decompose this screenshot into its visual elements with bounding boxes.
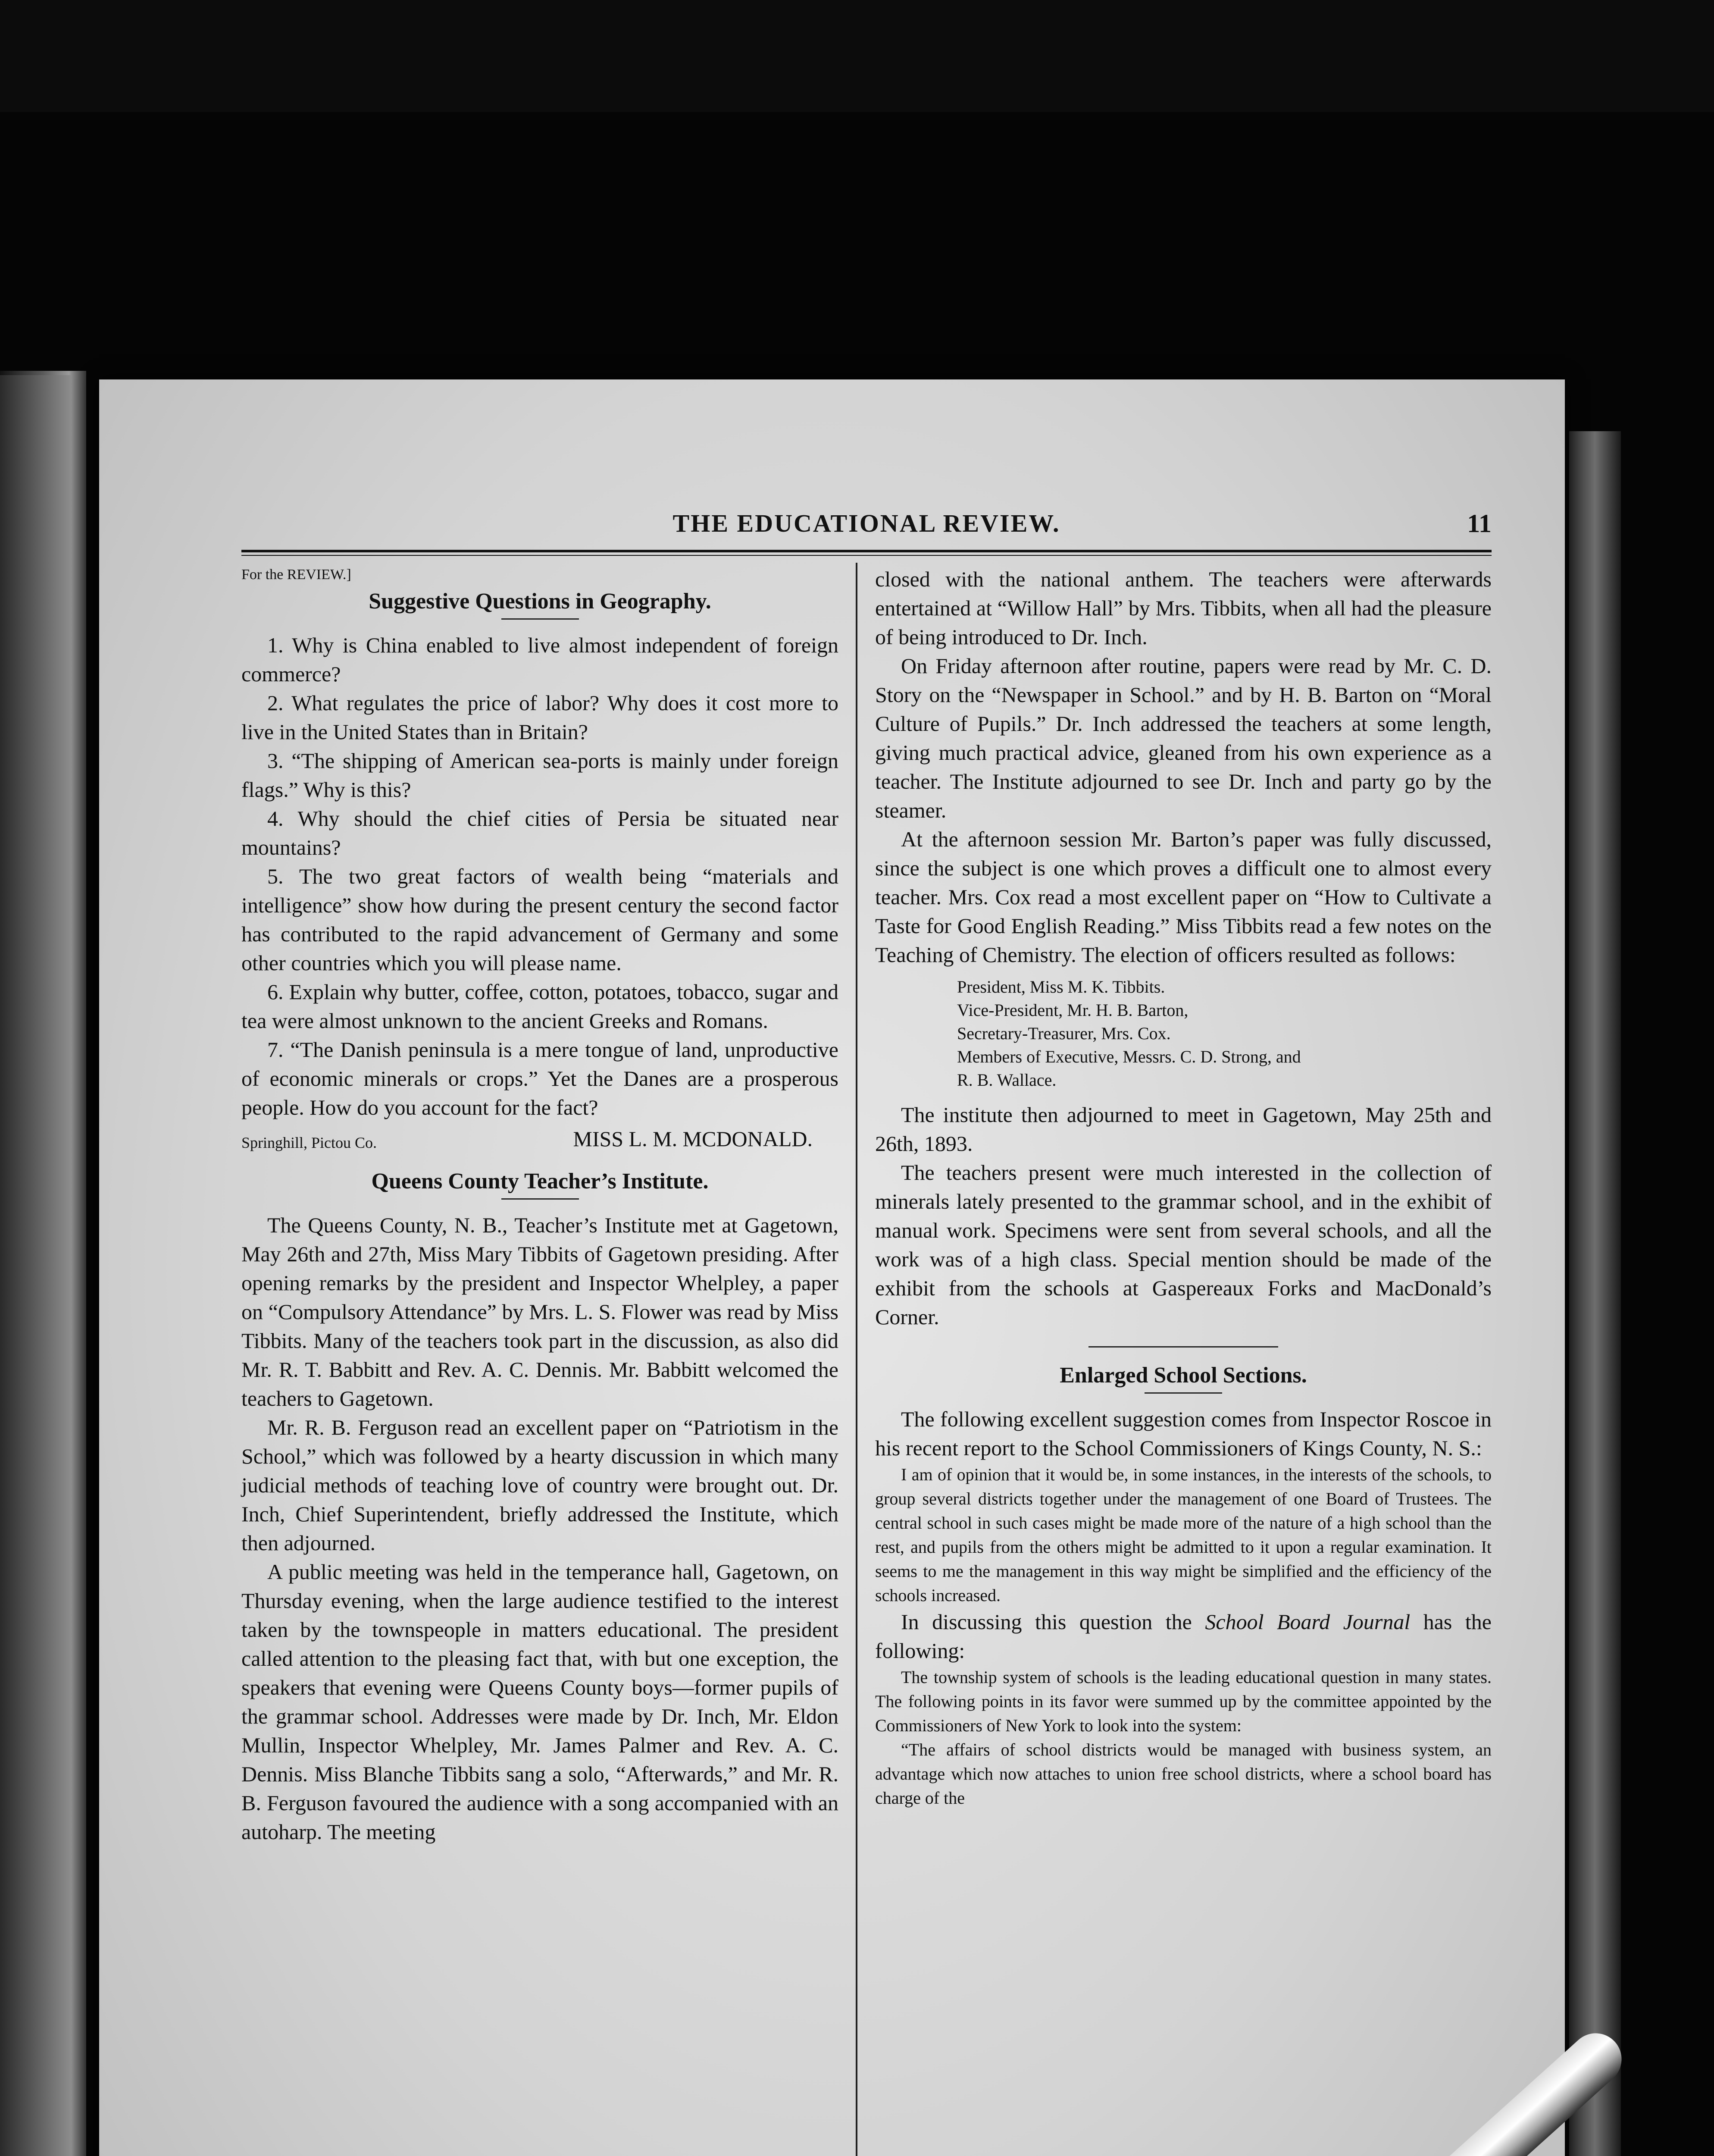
officer-line: Vice-President, Mr. H. B. Barton, [957,1000,1189,1020]
journal-title: School Board Journal [1205,1610,1411,1634]
institute-paragraph: A public meeting was held in the temperance hall, Gagetown, on Thursday evening, when the large audience testified to the interest taken by the townspeople in matters educational. The president called attention to the pleasing fact that, with but one exception, the speakers that evening were Queens County boys—former pupils of the grammar school. Addresses were made by Dr. Inch, Mr. Eldon Mullin, Inspector Whelpley, Mr. James Palmer and Rev. A. C. Dennis. Miss Blanche Tibbits sang a solo, “Afterwards,” and Mr. R. B. Ferguson favoured the audience with a song accompanied with an autoharp. The meeting [241,1560,838,1844]
quoted-journal: “The affairs of school districts would be managed with business system, an advantage which now attaches to union free school districts, where a school board has charge of the [875,1740,1492,1808]
heading-rule [501,618,579,620]
institute-heading: Queens County Teacher’s Institute. [371,1169,709,1194]
running-title: THE EDUCATIONAL REVIEW. [672,509,1060,537]
author-place: Springhill, Pictou Co. [241,1134,377,1151]
source-note: For the REVIEW.] [241,567,351,583]
page-header [241,509,1492,543]
body-paragraph: The teachers present were much interested in the collection of minerals lately presented to the grammar school, and in the exhibit of manual work. Specimens were sent from several schools, and all the work was of a high class. Special mention should be made of the exhibit from the schools at Gaspereaux Forks and MacDonald’s Corner. [875,1160,1492,1329]
body-paragraph: On Friday afternoon after routine, papers were read by Mr. C. D. Story on the “Newspaper in School.” and by H. B. Barton on “Moral Culture of Pupils.” Dr. Inch addressed the teachers at some length, giving much practical advice, gleaned from his own experience as a teacher. The Institute adjourned to see Dr. Inch and party go by the steamer. [875,654,1492,822]
institute-paragraph: Mr. R. B. Ferguson read an excellent paper on “Patriotism in the School,” which was followed by a hearty discussion in which many judicial methods of teaching love of country were brought out. Dr. Inch, Chief Superintendent, briefly addressed the Institute, which then adjourned. [241,1415,838,1555]
question-item: 6. Explain why butter, coffee, cotton, potatoes, tobacco, sugar and tea were almost unknown to the ancient Greeks and Romans. [241,980,838,1033]
question-item: 2. What regulates the price of labor? Why does it cost more to live in the United States than in Britain? [241,691,838,744]
discussing-text: In discussing this question the [901,1610,1205,1634]
page-number: 11 [1467,509,1492,538]
journal-page [99,379,1565,2156]
author-signature: MISS L. M. MCDONALD. [573,1127,813,1151]
institute-paragraph: The Queens County, N. B., Teacher’s Institute met at Gagetown, May 26th and 27th, Miss Mary Tibbits of Gagetown presiding. After opening remarks by the president and Inspector Whelpley, a paper on “Compulsory Attendance” by Mrs. L. S. Flower was read by Miss Tibbits. Many of the teachers took part in the discussion, as also did Mr. R. T. Babbitt and Rev. A. C. Dennis. Mr. Babbitt welcomed the teachers to Gagetown. [241,1213,838,1410]
column-divider [856,563,857,2156]
section-rule [1088,1346,1278,1348]
quoted-report: I am of opinion that it would be, in some instances, in the interests of the schools, to group several districts together under the management of one Board of Trustees. The central school in such cases might be made more of the nature of a high school than the rest, and pupils from the others might be admitted to it upon a regular examination. It seems to me the management in this way might be simplified and the efficiency of the schools increased. [875,1465,1492,1605]
book-edge-right [1569,431,1621,2156]
officer-line: R. B. Wallace. [957,1070,1057,1090]
body-paragraph: The institute then adjourned to meet in Gagetown, May 25th and 26th, 1893. [875,1103,1492,1156]
continued-paragraph: closed with the national anthem. The teachers were afterwards entertained at “Willow Hall” by Mrs. Tibbits, when all had the pleasure of being introduced to Dr. Inch. [875,567,1492,649]
body-paragraph: At the afternoon session Mr. Barton’s paper was fully discussed, since the subject is one which proves a difficult one to almost every teacher. Mrs. Cox read a most excellent paper on “How to Cultivate a Taste for Good English Reading.” Miss Tibbits read a few notes on the Teaching of Chemistry. The election of officers resulted as follows: [875,827,1492,967]
question-item: 4. Why should the chief cities of Persia be situated near mountains? [241,806,838,859]
header-rule [241,550,1492,556]
sections-heading: Enlarged School Sections. [1060,1363,1307,1388]
officers-list [875,975,1492,1092]
geography-heading: Suggestive Questions in Geography. [369,589,711,614]
left-column [241,565,838,1846]
heading-rule [501,1198,579,1200]
question-item: 7. “The Danish peninsula is a mere tongue of land, unproductive of economic minerals or crops.” Yet the Danes are a prosperous people. How do you account for the fact? [241,1037,838,1119]
question-item: 1. Why is China enabled to live almost independent of foreign commerce? [241,633,838,686]
right-column [875,565,1492,1810]
film-border-top [0,0,1714,112]
quoted-journal: The township system of schools is the leading educational question in many states. The following points in its favor were summed up by the committee appointed by the Commissioners of New York to look into the system: [875,1667,1492,1735]
officer-line: Secretary-Treasurer, Mrs. Cox. [957,1024,1171,1043]
officer-line: President, Miss M. K. Tibbits. [957,977,1165,997]
discussing-text: has the following: [875,1610,1492,1663]
officer-line: Members of Executive, Messrs. C. D. Strong, and [957,1047,1301,1066]
heading-rule [1145,1392,1222,1394]
facing-page-edge [0,375,71,2156]
body-paragraph [875,1608,1492,1665]
body-paragraph: The following excellent suggestion comes from Inspector Roscoe in his recent report to the School Commissioners of Kings County, N. S.: [875,1407,1492,1460]
question-item: 5. The two great factors of wealth being “materials and intelligence” show how during the present century the second factor has contributed to the rapid advancement of Germany and some other countries which you will please name. [241,864,838,975]
question-item: 3. “The shipping of American sea-ports is mainly under foreign flags.” Why is this? [241,749,838,802]
